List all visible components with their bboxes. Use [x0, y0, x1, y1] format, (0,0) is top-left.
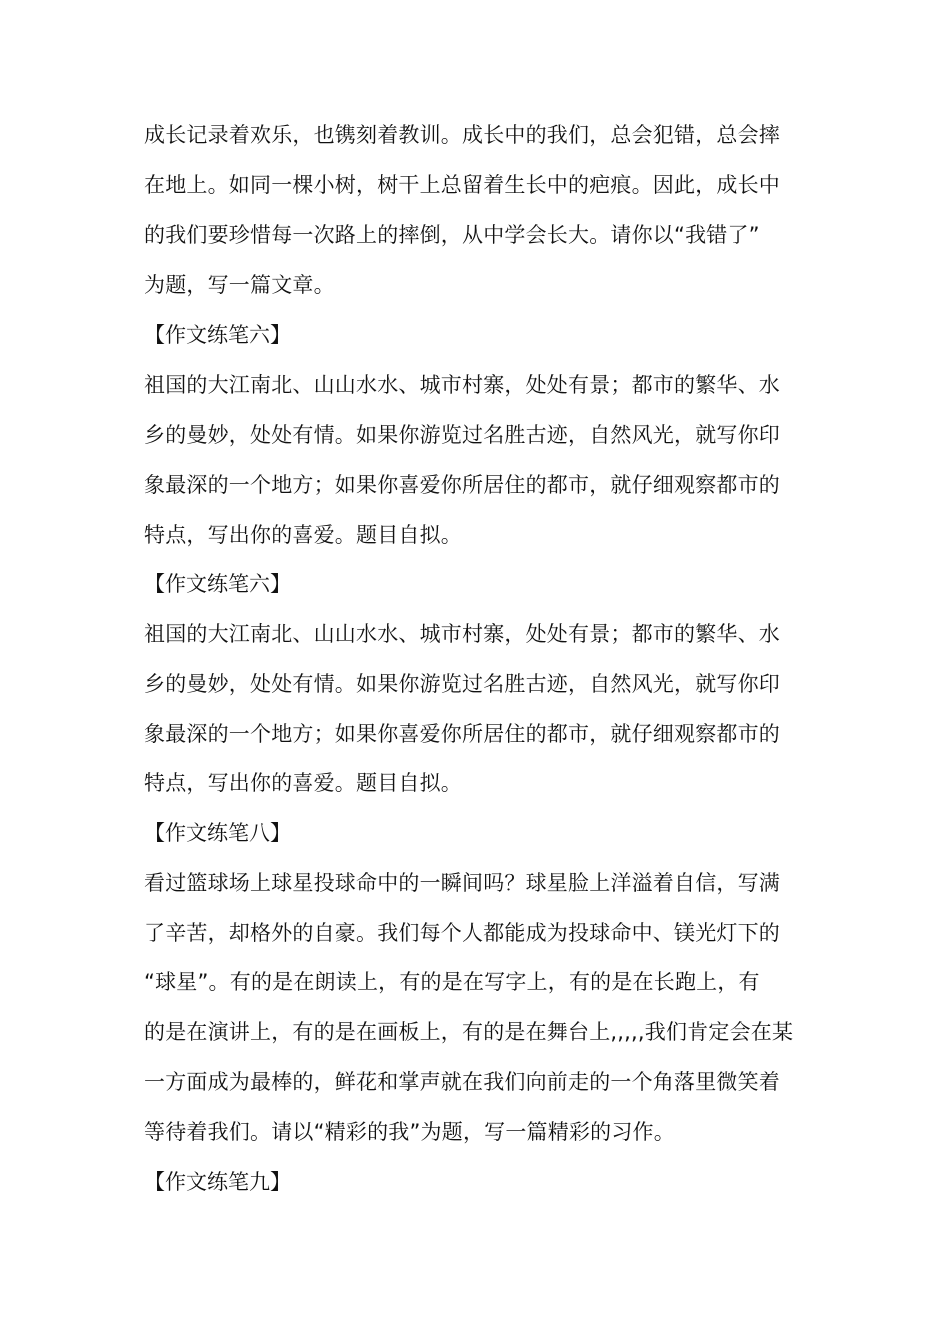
paragraph-line: 成长记录着欢乐，也镌刻着教训。成长中的我们，总会犯错，总会摔: [144, 123, 780, 147]
paragraph-line: 祖国的大江南北、山山水水、城市村寨，处处有景；都市的繁华、水: [144, 373, 780, 397]
paragraph-line: 一方面成为最棒的，鲜花和掌声就在我们向前走的一个角落里微笑着: [144, 1070, 780, 1094]
section-heading: 【作文练笔六】: [144, 572, 291, 596]
section-heading: 【作文练笔六】: [144, 323, 291, 347]
section-heading: 【作文练笔九】: [144, 1170, 291, 1194]
paragraph-line: 乡的曼妙，处处有情。如果你游览过名胜古迹，自然风光，就写你印: [144, 672, 780, 696]
paragraph-line: 的我们要珍惜每一次路上的摔倒，从中学会长大。请你以“我错了”: [144, 223, 760, 247]
paragraph-line: 了辛苦，却格外的自豪。我们每个人都能成为投球命中、镁光灯下的: [144, 921, 780, 945]
paragraph-line: 特点，写出你的喜爱。题目自拟。: [144, 523, 462, 547]
paragraph-line: 特点，写出你的喜爱。题目自拟。: [144, 771, 462, 795]
paragraph-line: 在地上。如同一棵小树，树干上总留着生长中的疤痕。因此，成长中: [144, 173, 780, 197]
paragraph-line: 等待着我们。请以“精彩的我”为题，写一篇精彩的习作。: [144, 1120, 675, 1144]
paragraph-line: 看过篮球场上球星投球命中的一瞬间吗？球星脸上洋溢着自信，写满: [144, 871, 780, 895]
paragraph-line: 象最深的一个地方；如果你喜爱你所居住的都市，就仔细观察都市的: [144, 722, 780, 746]
paragraph-line: 乡的曼妙，处处有情。如果你游览过名胜古迹，自然风光，就写你印: [144, 423, 780, 447]
paragraph-line: 为题，写一篇文章。: [144, 273, 335, 297]
paragraph-line: 祖国的大江南北、山山水水、城市村寨，处处有景；都市的繁华、水: [144, 622, 780, 646]
paragraph-line: 的是在演讲上，有的是在画板上，有的是在舞台上,,,,,我们肯定会在某: [144, 1020, 794, 1044]
section-heading: 【作文练笔八】: [144, 821, 291, 845]
paragraph-line: “球星”。有的是在朗读上，有的是在写字上，有的是在长跑上，有: [144, 970, 760, 994]
paragraph-line: 象最深的一个地方；如果你喜爱你所居住的都市，就仔细观察都市的: [144, 473, 780, 497]
